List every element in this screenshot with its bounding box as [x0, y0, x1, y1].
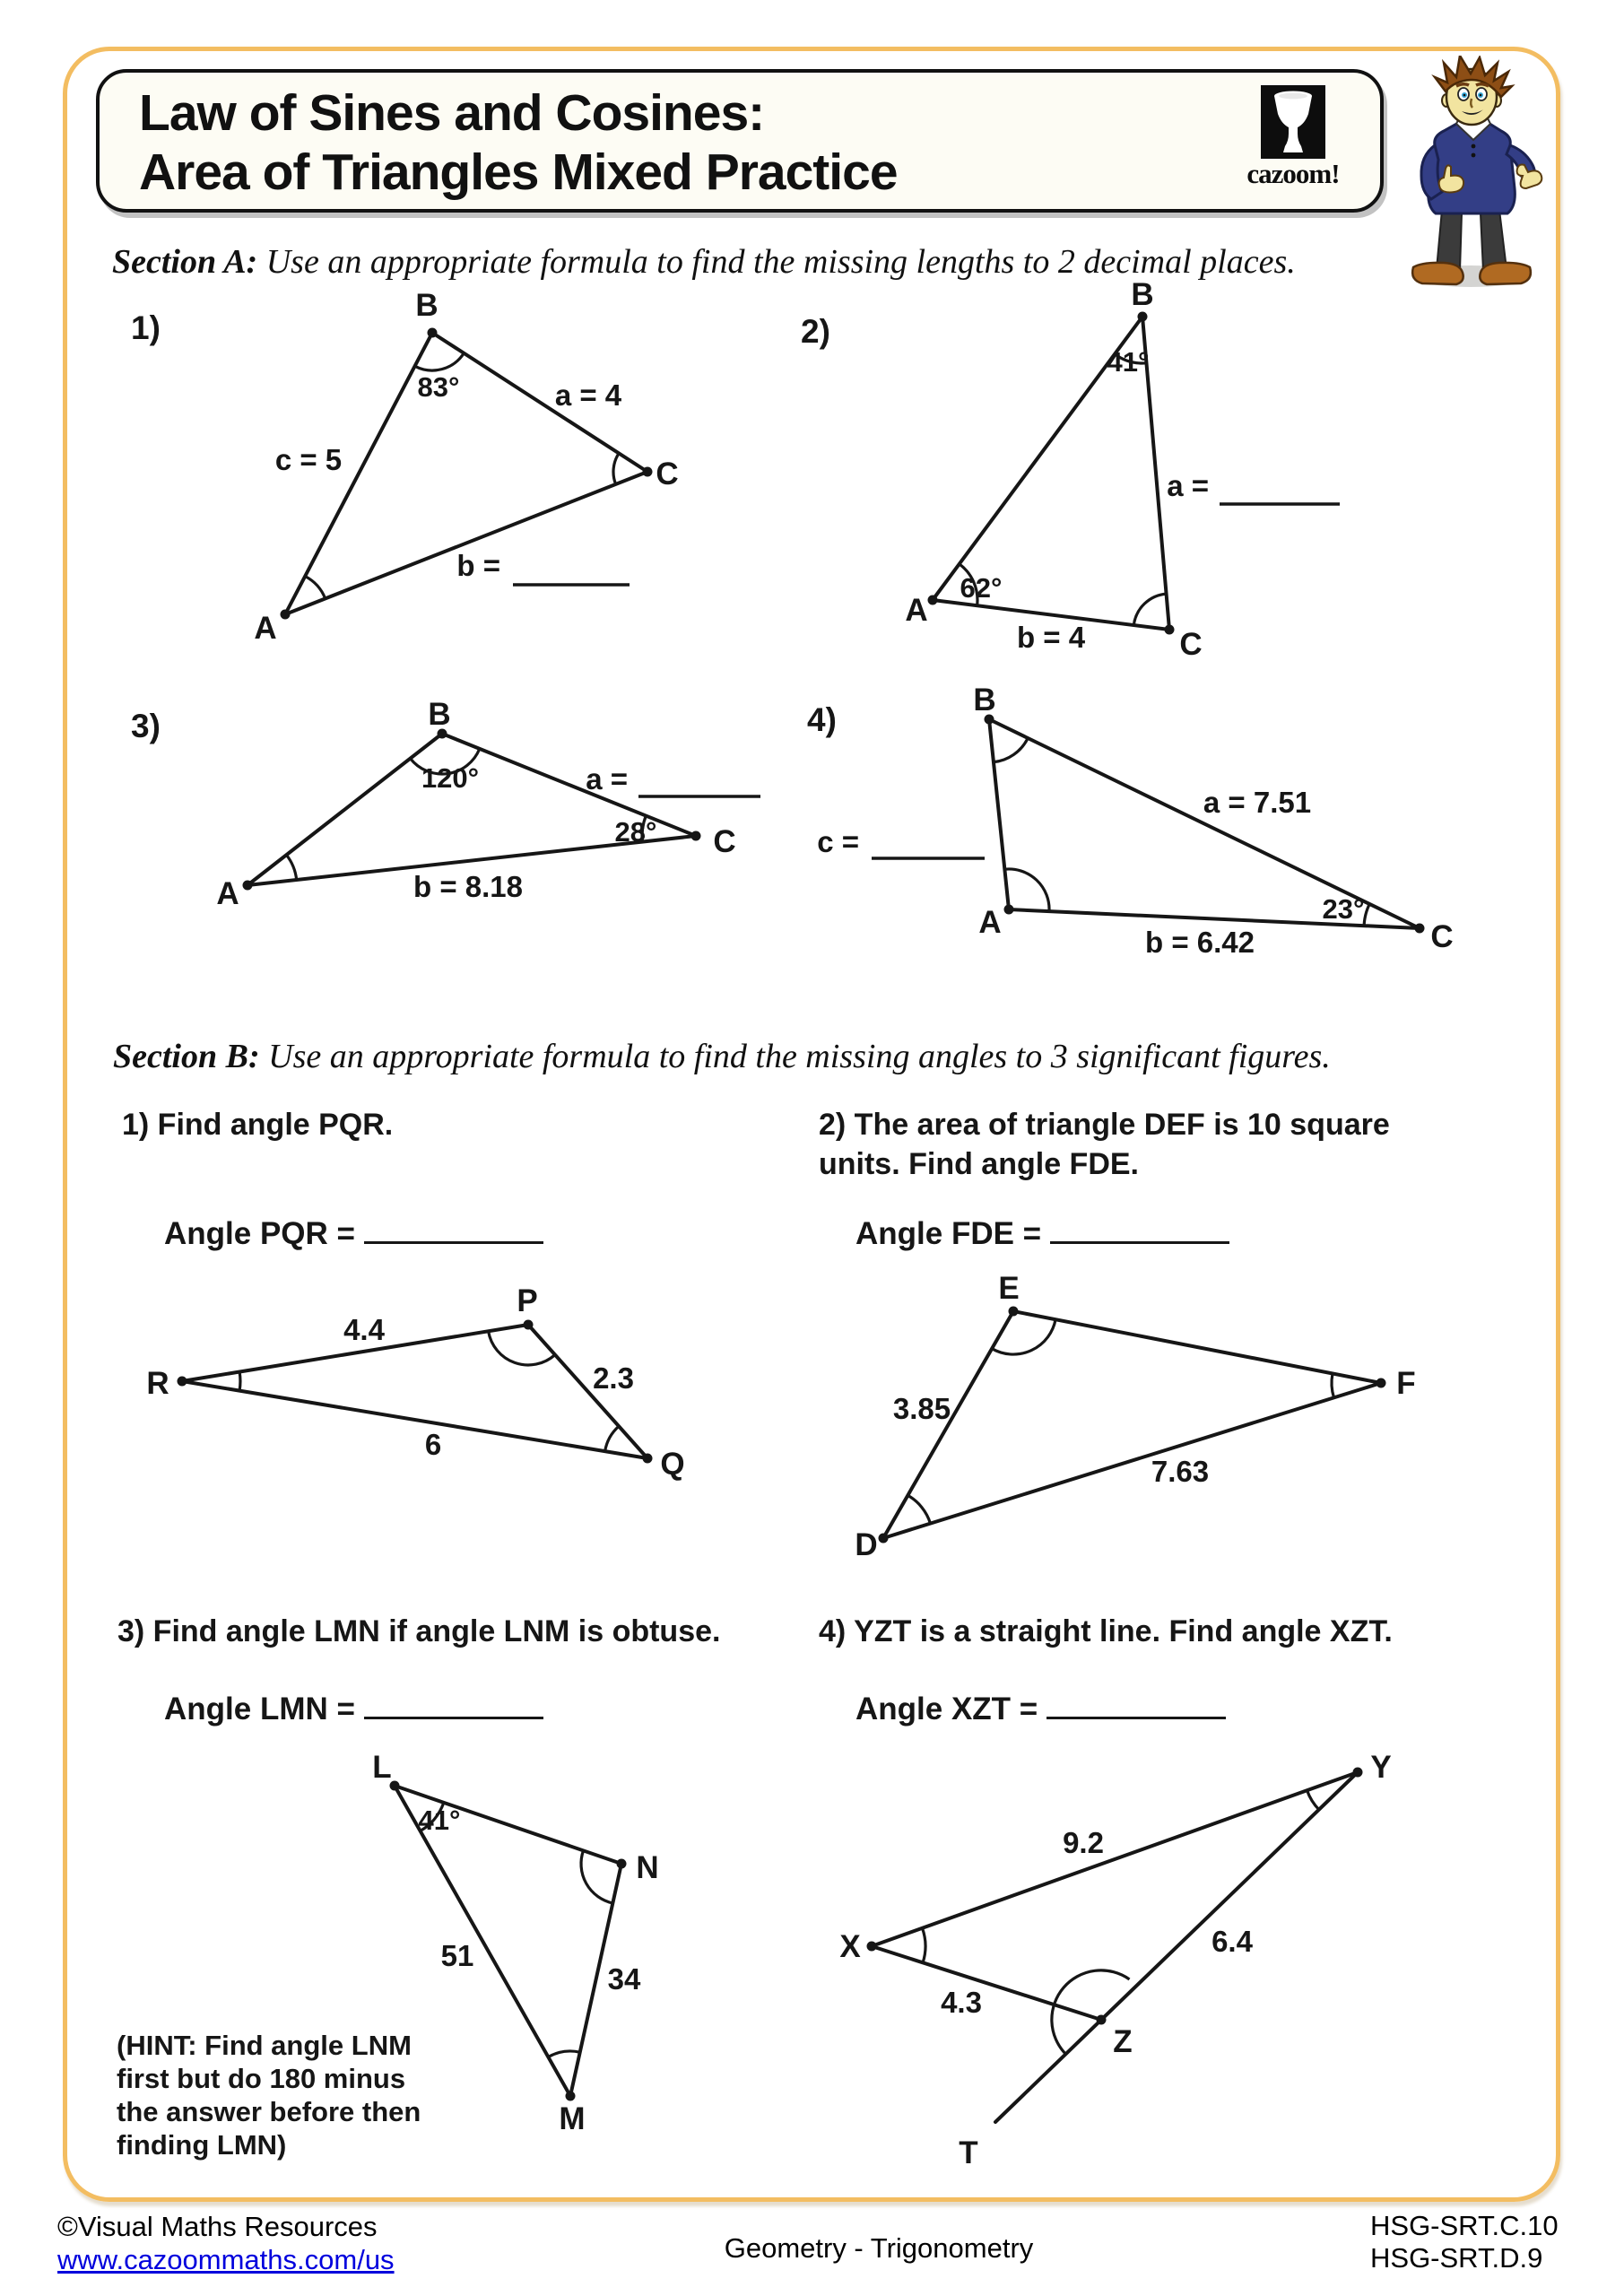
triangle-side-qr	[182, 1381, 647, 1458]
vertex-label-c: C	[713, 824, 736, 859]
vertex-label-t: T	[959, 2135, 978, 2170]
vertex-label-c: C	[1179, 627, 1203, 662]
problem-number: 3)	[131, 708, 161, 744]
footer-copyright: ©Visual Maths Resources	[57, 2211, 378, 2242]
vertex-label-l: L	[372, 1750, 392, 1785]
vertex-label-c: C	[656, 457, 679, 491]
footer-left	[57, 2210, 395, 2276]
angle-arc-c	[613, 453, 619, 484]
side-label-df: 7.63	[1151, 1455, 1210, 1488]
angle-arc-c	[1364, 904, 1369, 926]
side-label-a: a = 7.51	[1203, 786, 1312, 819]
triangle-side-ef	[1013, 1311, 1381, 1383]
side-label-c: c = 5	[274, 443, 343, 476]
vertex-label-p: P	[517, 1283, 538, 1318]
vertex-dot-e	[1009, 1307, 1019, 1317]
side-blank-label-a: a =	[1167, 469, 1209, 502]
section-a-label: Section A:	[112, 243, 258, 281]
side-label-b: b = 4	[1016, 621, 1086, 654]
figure-b3	[372, 1750, 658, 2136]
side-blank-label-a: a =	[586, 762, 628, 796]
angle-label-b: 120°	[421, 762, 480, 794]
angle-arc-r	[239, 1372, 240, 1391]
side-label-yz: 6.4	[1211, 1925, 1253, 1958]
question-b2-line1: 2) The area of triangle DEF is 10 square	[819, 1108, 1390, 1142]
cazoom-wordmark: cazoom!	[1246, 158, 1340, 189]
vertex-dot-x	[867, 1942, 877, 1952]
vertex-dot-n	[617, 1859, 627, 1869]
side-label-pq: 2.3	[593, 1361, 634, 1395]
angle-label-c: 28°	[614, 816, 657, 848]
vertex-label-m: M	[559, 2101, 586, 2136]
side-label-b: b = 6.42	[1145, 926, 1255, 959]
angle-arc-f	[1332, 1374, 1334, 1398]
angle-arc-m	[548, 2051, 579, 2057]
section-a-instruction: Use an appropriate formula to find the missing lengths to 2 decimal places.	[257, 243, 1296, 281]
side-label-lm: 51	[440, 1939, 474, 1972]
angle-label-b: 41°	[1107, 346, 1150, 378]
vertex-dot-c	[643, 467, 653, 477]
angle-arc-d	[908, 1495, 930, 1523]
figure-b4	[839, 1750, 1391, 2170]
vertex-label-c: C	[1430, 919, 1454, 954]
side-blank-label-c: c =	[817, 825, 859, 858]
page-title-line1: Law of Sines and Cosines:	[139, 84, 765, 142]
vertex-label-f: F	[1396, 1366, 1416, 1401]
page-title-line2: Area of Triangles Mixed Practice	[139, 144, 898, 201]
section-b-label: Section B:	[113, 1038, 260, 1075]
problem-number: 2)	[801, 313, 830, 350]
vertex-dot-m	[566, 2092, 576, 2101]
footer-standard-2: HSG-SRT.D.9	[1370, 2242, 1543, 2274]
angle-arc-q	[605, 1426, 620, 1451]
section-b-instruction: Use an appropriate formula to find the missing angles to 3 significant figures.	[259, 1038, 1331, 1075]
figure-b1	[146, 1283, 684, 1482]
question-b3: 3) Find angle LMN if angle LNM is obtuse.	[117, 1614, 721, 1648]
angle-arc-c	[1133, 594, 1166, 625]
vertex-label-n: N	[636, 1850, 659, 1885]
triangle-side-ca	[285, 472, 647, 614]
vertex-dot-b	[1138, 312, 1148, 322]
side-label-xz: 4.3	[941, 1986, 982, 2019]
vertex-label-r: R	[146, 1366, 169, 1401]
angle-arc-a	[305, 577, 326, 599]
figure-a2	[801, 277, 1340, 662]
angle-arc-b	[994, 738, 1028, 762]
vertex-label-z: Z	[1113, 2024, 1133, 2059]
hint-line4: finding LMN)	[117, 2129, 287, 2161]
footer-right	[1370, 2210, 1559, 2274]
angle-label-b: 83°	[417, 371, 460, 403]
vertex-dot-a	[1004, 905, 1014, 915]
question-b4: 4) YZT is a straight line. Find angle XZT.	[819, 1614, 1393, 1648]
vertex-label-a: A	[216, 876, 239, 911]
figure-a4	[807, 683, 1454, 959]
angle-arc-a	[286, 855, 296, 880]
problem-number: 4)	[807, 701, 837, 738]
angle-arc-x	[923, 1928, 925, 1963]
side-label-b: b = 8.18	[413, 870, 523, 903]
side-label-rp: 4.4	[343, 1313, 385, 1346]
vertex-label-a: A	[254, 611, 277, 646]
side-blank-label-b: b =	[456, 549, 500, 582]
side-label-rq: 6	[424, 1428, 442, 1461]
triangle-side-ab	[989, 719, 1009, 909]
problem-number: 1)	[131, 309, 161, 346]
question-b2-line2: units. Find angle FDE.	[819, 1147, 1139, 1181]
angle-arc-y	[1307, 1790, 1319, 1810]
figure-a1	[131, 288, 679, 646]
side-label-a: a = 4	[554, 378, 622, 412]
angle-arc-e	[992, 1319, 1055, 1354]
answer-label-fde: Angle FDE =	[855, 1216, 1042, 1251]
side-label-xy: 9.2	[1063, 1826, 1104, 1859]
vertex-dot-a	[243, 881, 253, 891]
angle-arc-p	[489, 1331, 555, 1365]
footer-url-link[interactable]: www.cazoommaths.com/us	[57, 2244, 395, 2275]
vertex-dot-r	[178, 1377, 187, 1387]
line-yzt	[995, 1772, 1358, 2122]
vertex-dot-y	[1353, 1768, 1363, 1778]
segment-xy	[872, 1772, 1358, 1946]
vertex-label-a: A	[905, 593, 928, 628]
vertex-label-b: B	[973, 683, 996, 718]
side-label-de: 3.85	[892, 1392, 951, 1425]
figure-b2	[855, 1271, 1415, 1562]
angle-label-a: 62°	[960, 572, 1003, 604]
vertex-label-b: B	[1131, 277, 1154, 312]
vertex-label-b: B	[428, 697, 451, 732]
hint-line1: (HINT: Find angle LNM	[117, 2030, 412, 2061]
vertex-dot-c	[1165, 625, 1175, 635]
vertex-label-e: E	[998, 1271, 1020, 1306]
angle-arc-a	[1004, 869, 1049, 911]
hint-line2: first but do 180 minus	[117, 2063, 406, 2094]
vertex-dot-c	[1415, 924, 1425, 934]
vertex-label-b: B	[415, 288, 439, 323]
vertex-dot-a	[281, 610, 291, 620]
vertex-label-x: X	[839, 1929, 861, 1964]
vertex-dot-a	[928, 596, 938, 605]
footer-standard-1: HSG-SRT.C.10	[1370, 2210, 1559, 2241]
angle-label-c: 23°	[1322, 893, 1365, 925]
hint-line3: the answer before then	[117, 2096, 421, 2127]
question-b1: 1) Find angle PQR.	[122, 1108, 394, 1142]
vertex-dot-z	[1097, 2015, 1107, 2025]
answer-label-xzt: Angle XZT =	[855, 1692, 1038, 1726]
vertex-label-y: Y	[1370, 1750, 1392, 1785]
vertex-dot-f	[1376, 1378, 1386, 1388]
vertex-dot-q	[643, 1454, 653, 1464]
side-label-nm: 34	[607, 1962, 641, 1996]
angle-label-l: 41°	[418, 1805, 461, 1836]
vertex-label-d: D	[855, 1527, 878, 1562]
vertex-label-a: A	[978, 905, 1002, 940]
figure-a3	[131, 697, 760, 911]
footer-center: Geometry - Trigonometry	[724, 2232, 1034, 2264]
triangle-side-ab	[248, 734, 442, 885]
vertex-label-q: Q	[660, 1447, 685, 1482]
answer-label-lmn: Angle LMN =	[164, 1692, 355, 1726]
vertex-dot-d	[879, 1534, 889, 1544]
answer-label-pqr: Angle PQR =	[164, 1216, 355, 1251]
vertex-dot-b	[428, 328, 438, 338]
vertex-dot-p	[524, 1320, 534, 1330]
vertex-dot-c	[691, 831, 701, 841]
